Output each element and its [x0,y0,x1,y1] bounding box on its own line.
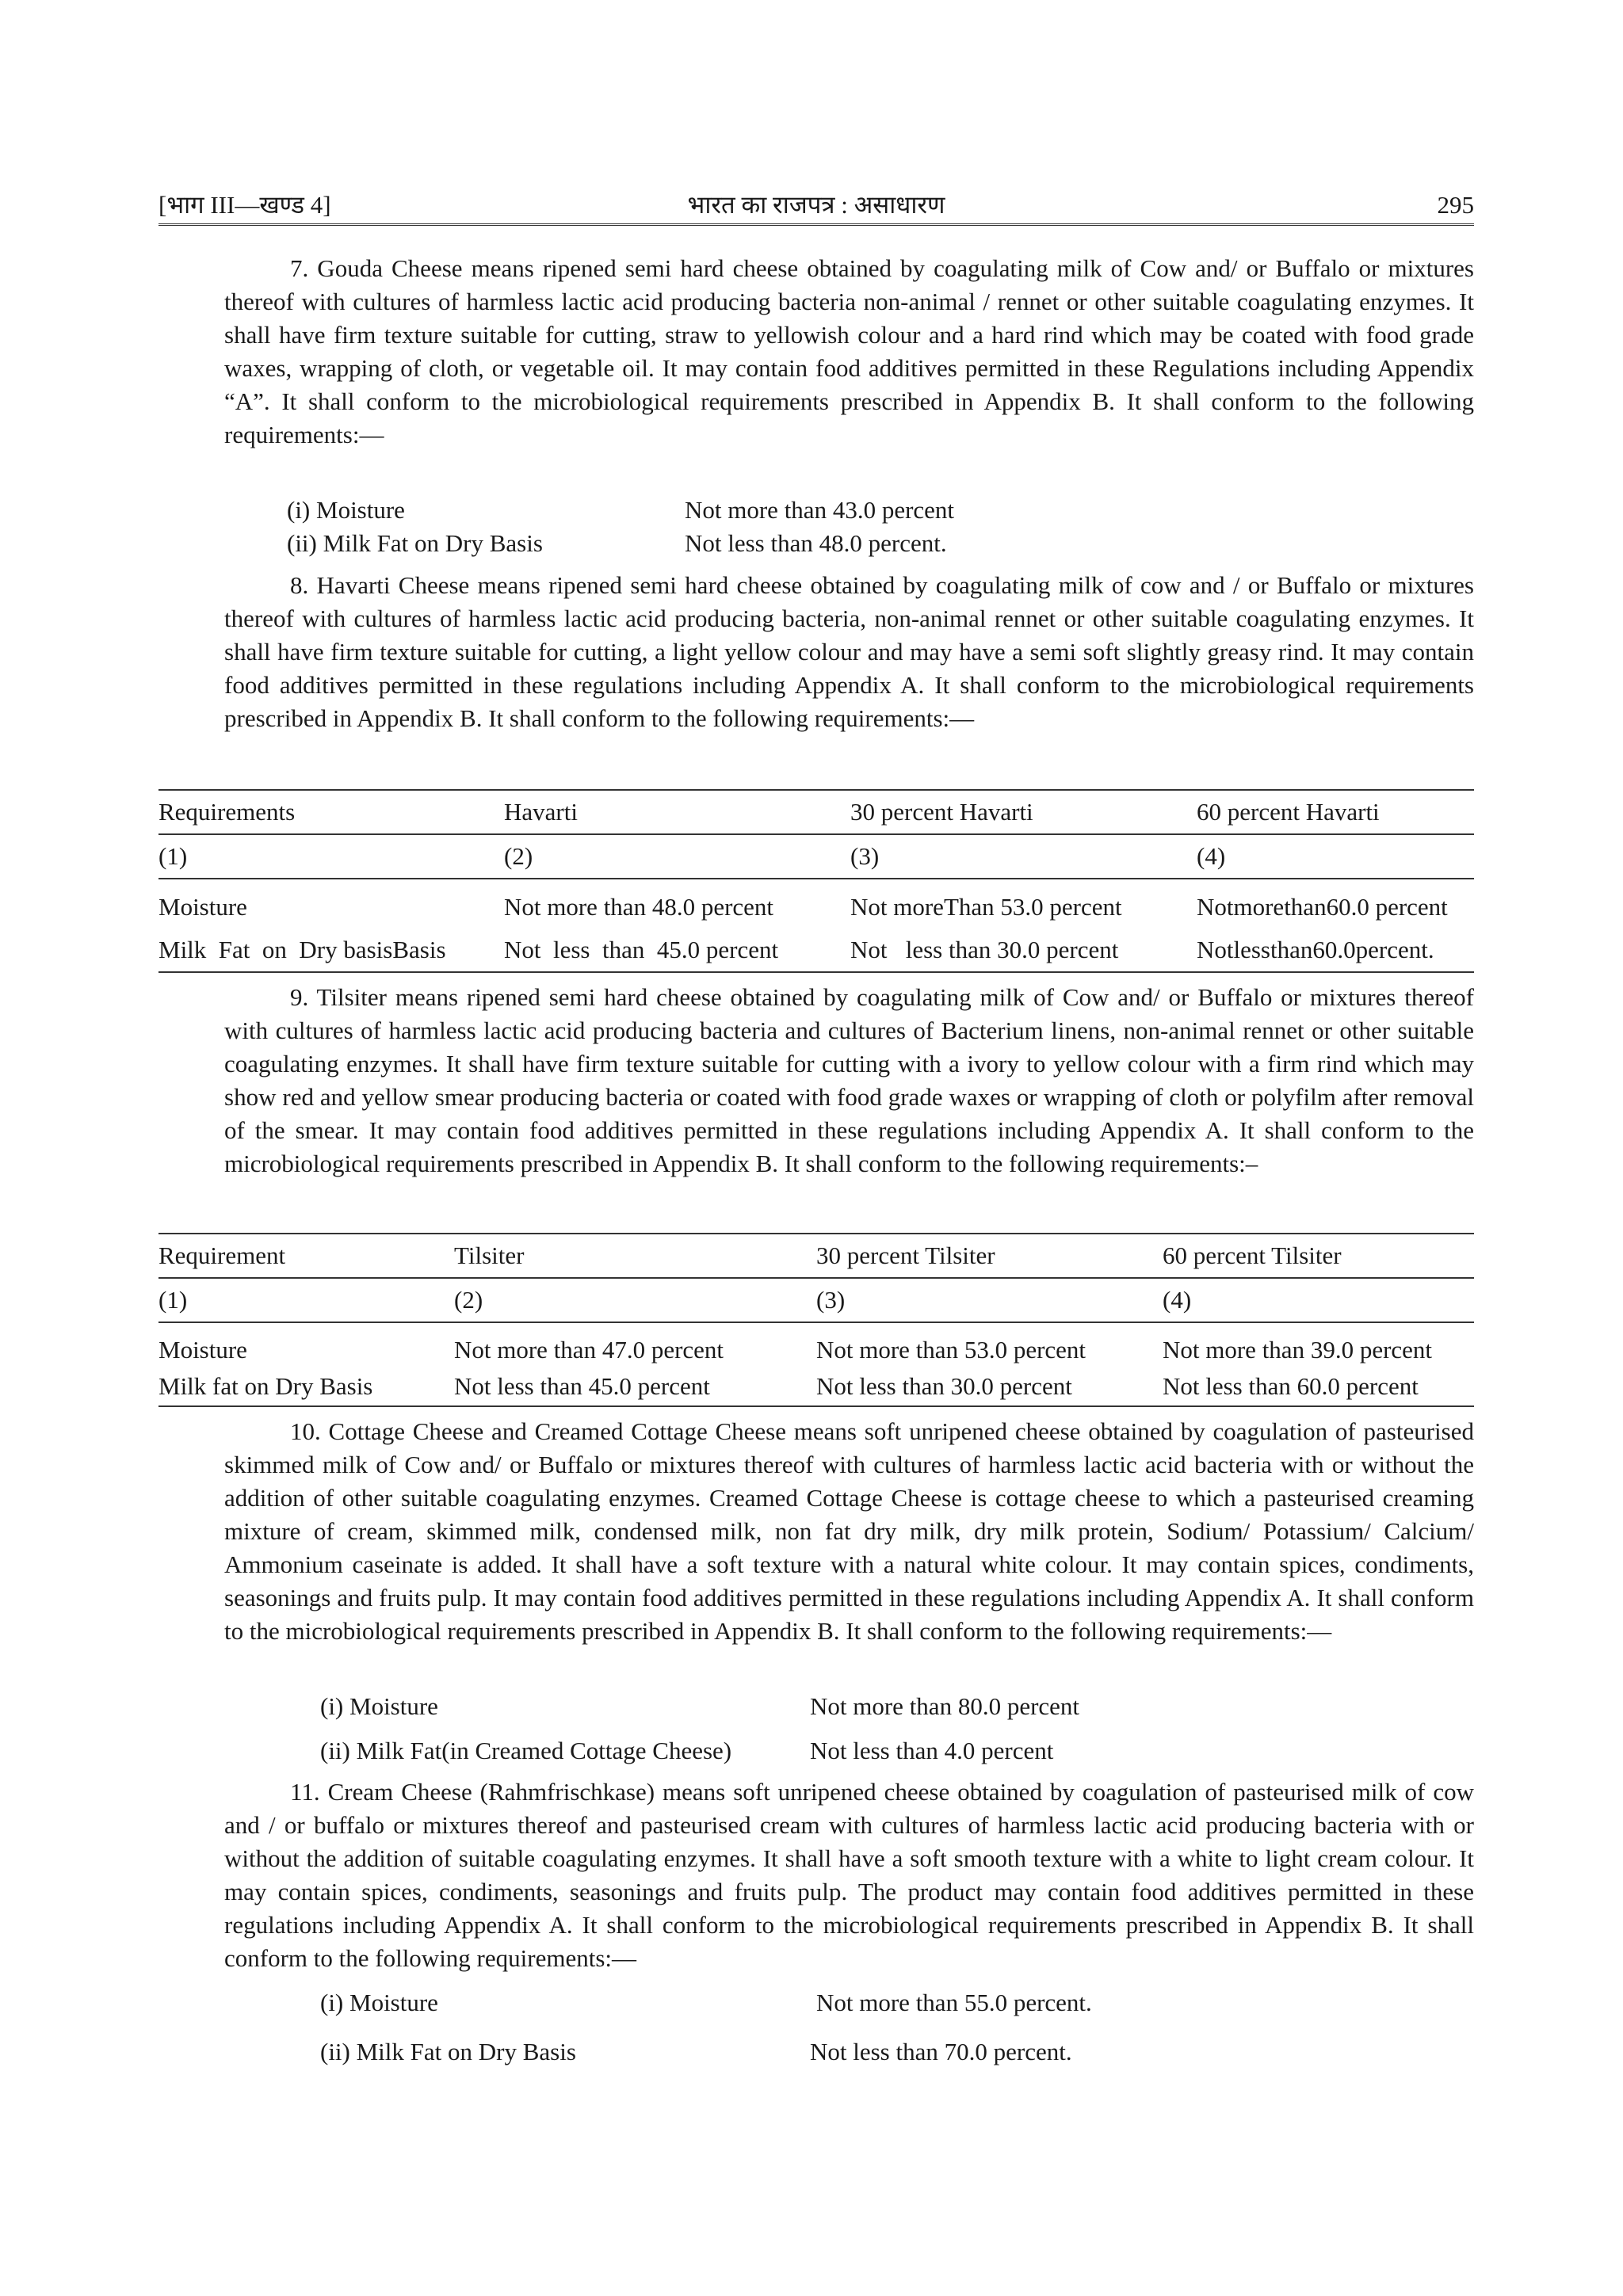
table-cell: Moisture [158,892,247,921]
requirement-value: Not less than 70.0 percent. [810,2038,1072,2065]
table-header-cell: 30 percent Havarti [850,790,1197,834]
requirement-value: Not more than 43.0 percent [685,496,955,524]
tilsiter-paragraph: 9. Tilsiter means ripened semi hard cheese obtained by coagulating milk of Cow and/ or Buffalo or mixtures thereof with cultures of harmless lactic acid producing bacteria and cultures of Bacterium linens, non-animal rennet or other suitable coagulating enzymes. It shall have firm texture suitable for cutting with a ivory to yellow colour with a firm rind which may show red and yellow smear producing bacteria or coated with food grade waxes or wrapping of cloth or polyfilm after removal of the smear. It may contain food additives permitted in these regulations including Appendix A. It shall conform to the microbiological requirements prescribed in Appendix B. It shall conform to the following requirements:– [224,983,1474,1177]
table-cell: Not more than 39.0 percent [1163,1335,1433,1363]
table-cell: Milk Fat on Dry basisBasis [158,928,504,972]
requirement-label: (ii) Milk Fat on Dry Basis [287,529,543,557]
table-header-row [158,790,1474,834]
requirement-label: (ii) Milk Fat(in Creamed Cottage Cheese) [320,1737,732,1764]
requirement-label: (ii) Milk Fat on Dry Basis [320,2038,576,2065]
cottage-paragraph: 10. Cottage Cheese and Creamed Cottage Cheese means soft unripened cheese obtained by coagulation of pasteurised skimmed milk of Cow and/ or Buffalo or mixtures thereof with cultures of harmless lactic acid bacteria with or without the addition of other suitable coagulating enzymes. Creamed Cottage Cheese is cottage cheese to which a pasteurised creaming mixture of cream, skimmed milk, condensed milk, non fat dry milk, dry milk protein, Sodium/ Potassium/ Calcium/ Ammonium caseinate is added. It shall have a soft texture with a natural white colour. It may contain spices, condiments, seasonings and fruits pulp. It may contain food additives permitted in these regulations including Appendix A. It shall conform to the microbiological requirements prescribed in Appendix B. It shall conform to the following requirements:— [224,1417,1474,1645]
table-header-cell: 60 percent Havarti [1197,790,1474,834]
gouda-paragraph: 7. Gouda Cheese means ripened semi hard cheese obtained by coagulating milk of Cow and/ or Buffalo or mixtures thereof with cultures of harmless lactic acid producing bacteria non-animal / rennet or other suitable coagulating enzymes. It shall have firm texture suitable for cutting, straw to yellowish colour and a hard rind which may be coated with food grade waxes, wrapping of cloth, or vegetable oil. It may contain food additives permitted in these Regulations including Appendix “A”. It shall conform to the microbiological requirements prescribed in Appendix B. It shall conform to the following requirements:— [224,254,1474,448]
table-cell: Not less than 45.0 percent [454,1367,816,1406]
requirement-label: (i) Moisture [320,1989,438,2016]
gazette-title: भारत का राजपत्र : असाधारण [687,191,945,219]
requirement-row [320,1986,1092,2035]
table-cell: Not moreThan 53.0 percent [850,892,1122,921]
gouda-requirements [287,494,955,560]
table-header-cell: Requirements [158,790,504,834]
table-cell: (1) [158,834,504,879]
table-cell: (2) [454,1278,816,1322]
table-cell: Not less than 30.0 percent [850,928,1197,972]
table-number-row [158,834,1474,879]
table-cell: (1) [158,1278,454,1322]
table-cell: Moisture [158,1335,247,1363]
table-header-cell: 60 percent Tilsiter [1163,1234,1474,1278]
page-number: 295 [1437,191,1474,219]
table-cell: (4) [1197,834,1474,879]
table-cell: Not more than 48.0 percent [504,892,774,921]
tilsiter-table [158,1233,1474,1407]
requirement-row [320,1690,1080,1734]
table-cell: (3) [850,834,1197,879]
table-row [158,928,1474,972]
table-cell: (4) [1163,1278,1474,1322]
table-cell: Not more than 53.0 percent [816,1335,1086,1363]
cottage-requirements [320,1690,1080,1768]
requirement-value: Not less than 4.0 percent [810,1737,1054,1764]
requirement-row [320,2035,1072,2069]
havarti-table [158,789,1474,973]
requirement-row [287,494,955,527]
table-cell: Not less than 30.0 percent [816,1367,1163,1406]
table-row [158,879,1474,928]
part-section-label: [भाग III—खण्ड 4] [158,191,331,219]
havarti-paragraph: 8. Havarti Cheese means ripened semi hard cheese obtained by coagulating milk of cow and / or Buffalo or mixtures thereof with cultures of harmless lactic acid producing bacteria, non-animal rennet or other suitable coagulating enzymes. It shall have firm texture suitable for cutting, a light yellow colour and may have a semi soft slightly greasy rind. It may contain food additives permitted in these regulations including Appendix A. It shall conform to the microbiological requirements prescribed in Appendix B. It shall conform to the following requirements:— [224,571,1474,732]
table-header-cell: Havarti [504,790,850,834]
table-cell: Notmorethan60.0 percent [1197,892,1448,921]
requirement-row [320,1734,1054,1768]
requirement-value: Not more than 55.0 percent. [816,1989,1092,2016]
cream-cheese-requirements [320,1986,1092,2069]
table-cell: Milk fat on Dry Basis [158,1367,454,1406]
table-cell: (2) [504,834,850,879]
requirement-value: Not more than 80.0 percent [810,1692,1080,1720]
page-header [158,189,1474,226]
table-header-cell: Requirement [158,1234,454,1278]
requirement-label: (i) Moisture [320,1692,438,1720]
table-number-row [158,1278,1474,1322]
requirement-value: Not less than 48.0 percent. [685,529,947,557]
requirement-label: (i) Moisture [287,496,405,524]
table-cell: Not less than 45.0 percent [504,928,850,972]
table-cell: Notlessthan60.0percent. [1197,928,1474,972]
table-row [158,1322,1474,1367]
table-header-cell: Tilsiter [454,1234,816,1278]
cream-cheese-paragraph: 11. Cream Cheese (Rahmfrischkase) means soft unripened cheese obtained by coagulation of pasteurised milk of cow and / or buffalo or mixtures thereof and pasteurised cream with cultures of harmless lactic acid producing bacteria with or without the addition of suitable coagulating enzymes. It shall have a soft smooth texture with a white to light cream colour. It may contain spices, condiments, seasonings and fruits pulp. The product may contain food additives permitted in these regulations including Appendix A. It shall conform to the microbiological requirements prescribed in Appendix B. It shall conform to the following requirements:— [224,1778,1474,1972]
table-header-row [158,1234,1474,1278]
table-header-cell: 30 percent Tilsiter [816,1234,1163,1278]
table-row [158,1367,1474,1406]
table-cell: Not less than 60.0 percent [1163,1367,1474,1406]
table-cell: (3) [816,1278,1163,1322]
table-cell: Not more than 47.0 percent [454,1335,724,1363]
requirement-row [287,527,947,560]
